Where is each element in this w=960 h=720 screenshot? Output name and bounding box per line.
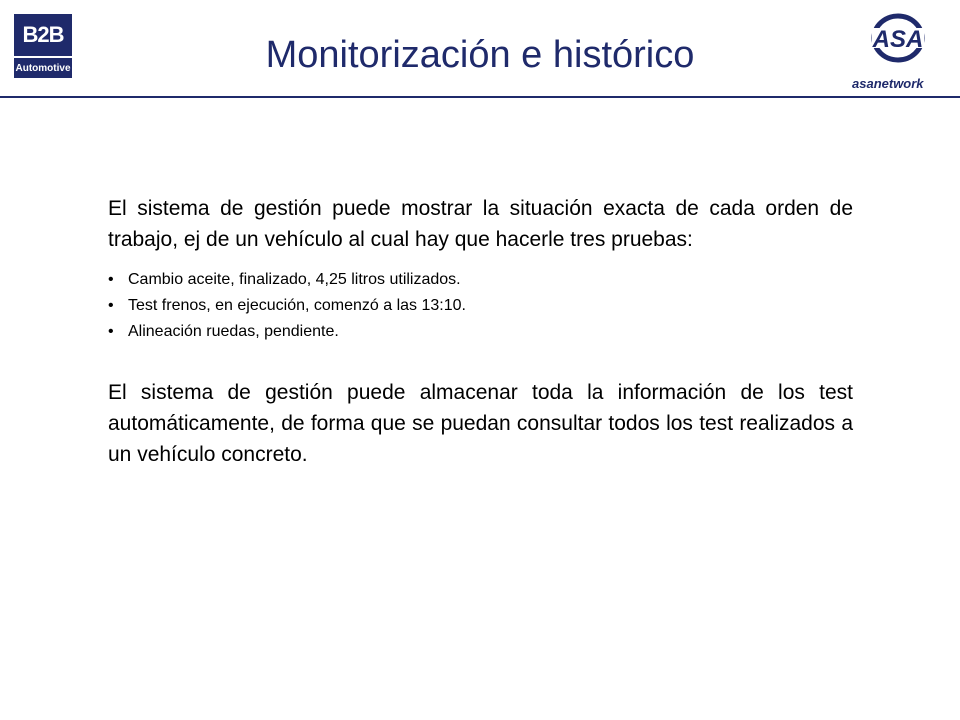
page-title: Monitorización e histórico <box>265 34 695 76</box>
bullet-icon: • <box>108 271 114 288</box>
b2b-logo-text: B2B <box>14 14 72 56</box>
list-item <box>108 267 853 293</box>
bullet-icon: • <box>108 297 114 314</box>
asa-logo-text: ASA <box>872 26 924 53</box>
asanetwork-brand-text: asanetwork <box>852 76 924 91</box>
list-item <box>108 319 853 345</box>
test-status-list <box>108 267 853 345</box>
list-item <box>108 293 853 319</box>
asa-emblem-icon <box>846 12 950 76</box>
header-divider <box>0 96 960 98</box>
b2b-logo-subtext: Automotive <box>14 58 72 78</box>
bullet-text: Test frenos, en ejecución, comenzó a las 13:10. <box>128 297 466 314</box>
asanetwork-logo <box>846 12 950 92</box>
paragraph-history: El sistema de gestión puede almacenar toda la información de los test automáticamente, de forma que se puedan consultar todos los test realizados a un vehículo concreto. <box>108 381 853 466</box>
slide-content <box>108 193 853 470</box>
paragraph-monitoring: El sistema de gestión puede mostrar la situación exacta de cada orden de trabajo, ej de un vehículo al cual hay que hacerle tres pruebas: <box>108 197 853 251</box>
bullet-text: Alineación ruedas, pendiente. <box>128 323 339 340</box>
bullet-icon: • <box>108 323 114 340</box>
bullet-text: Cambio aceite, finalizado, 4,25 litros utilizados. <box>128 271 461 288</box>
